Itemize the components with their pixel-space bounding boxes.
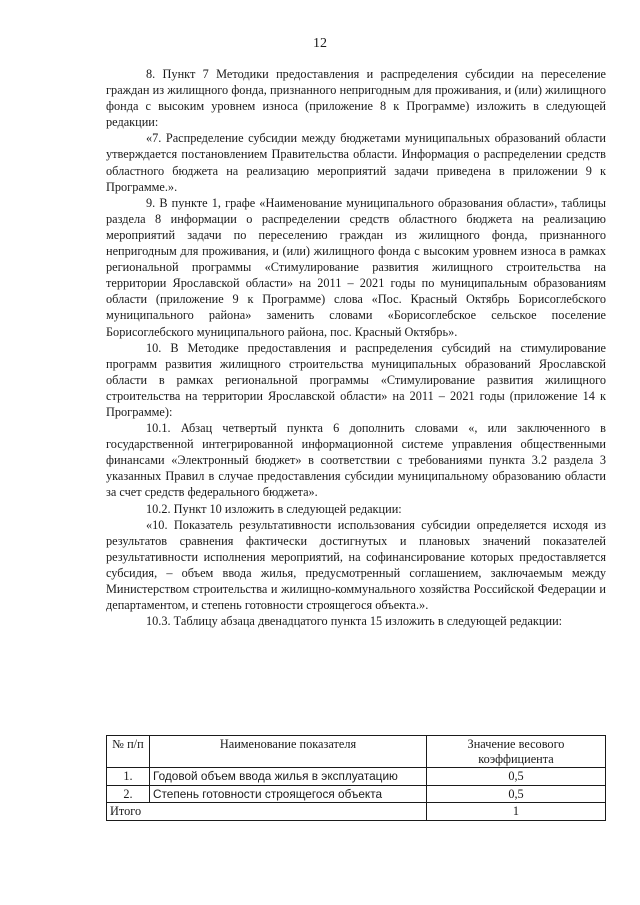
paragraph-8-quote: «7. Распределение субсидии между бюджетами муниципальных образований области утверждается постановлением Правительства области. Информация о распределении средств областного бюджета на реализацию мероприятий задачи приведена в приложении 9 к Программе.». xyxy=(106,131,606,194)
table-header-row xyxy=(107,736,606,768)
paragraph-8: 8. Пункт 7 Методики предоставления и распределения субсидии на переселение граждан из жилищного фонда, признанного непригодным для проживания, и (или) жилищного фонда с высоким уровнем износа (приложение 8 к Программе) изложить в следующей редакции: xyxy=(106,67,606,130)
paragraph-9: 9. В пункте 1, графе «Наименование муниципального образования области», таблицы раздела 8 информации о распределении средств областного бюджета на реализацию мероприятий задачи по переселению граждан из жилищного фонда, признанного непригодным для проживания, и (или) жилищного фонда с высоким уровнем износа в рамках региональной программы «Стимулирование развития жилищного строительства на территории Ярославской области» на 2011 – 2021 годы по муниципальным образованиям области (приложение 9 к Программе) слова «Пос. Красный Октябрь Борисоглебского муниципального района» заменить словами «Борисоглебское сельское поселение Борисоглебского муниципального района, пос. Красный Октябрь». xyxy=(106,195,606,339)
header-number: № п/п xyxy=(107,736,150,768)
body-text xyxy=(106,66,606,629)
paragraph-10: 10. В Методике предоставления и распределения субсидий на стимулирование программ развития жилищного строительства муниципальных образований Ярославской области в рамках региональной программы «Стимулирование развития жилищного строительства на территории Ярославской области» на 2011 – 2021 годы (приложение 14 к Программе): xyxy=(106,340,606,419)
weight-coefficients-table xyxy=(106,735,606,821)
paragraph-10-2: 10.2. Пункт 10 изложить в следующей редакции: xyxy=(146,501,402,516)
row-weight-value: 0,5 xyxy=(427,785,606,803)
weight-coefficients-table-wrap xyxy=(106,735,606,821)
row-number: 1. xyxy=(107,768,150,786)
table-row xyxy=(107,768,606,786)
header-weight-value: Значение весового коэффициента xyxy=(427,736,606,768)
row-indicator-name: Годовой объем ввода жилья в эксплуатацию xyxy=(150,768,427,786)
row-number: 2. xyxy=(107,785,150,803)
paragraph-10-3: 10.3. Таблицу абзаца двенадцатого пункта 15 изложить в следующей редакции: xyxy=(146,614,563,629)
table-total-row xyxy=(107,803,606,821)
header-indicator-name: Наименование показателя xyxy=(150,736,427,768)
total-label: Итого xyxy=(107,803,427,821)
paragraph-10-1: 10.1. Абзац четвертый пункта 6 дополнить словами «, или заключенного в государственной интегрированной информационной системе управления общественными финансами «Электронный бюджет» в соответствии с требованиями пункта 3.2 раздела 3 указанных Правил в случае предоставления субсидии муниципальному образованию области за счет средств федерального бюджета». xyxy=(106,421,606,500)
row-weight-value: 0,5 xyxy=(427,768,606,786)
row-indicator-name: Степень готовности строящегося объекта xyxy=(150,785,427,803)
total-value: 1 xyxy=(427,803,606,821)
page-number: 12 xyxy=(313,36,327,51)
paragraph-10-2-quote: «10. Показатель результативности использования субсидии определяется исходя из результатов сравнения фактически достигнутых и плановых значений показателей результативности исполнения мероприятий, на софинансирование которых предоставляется субсидия, – объем ввода жилья, предусмотренный соглашением, заключаемым между Министерством строительства и жилищно-коммунального хозяйства Российской Федерации и департаментом, и степень готовности строящегося объекта.». xyxy=(106,517,606,613)
table-row xyxy=(107,785,606,803)
